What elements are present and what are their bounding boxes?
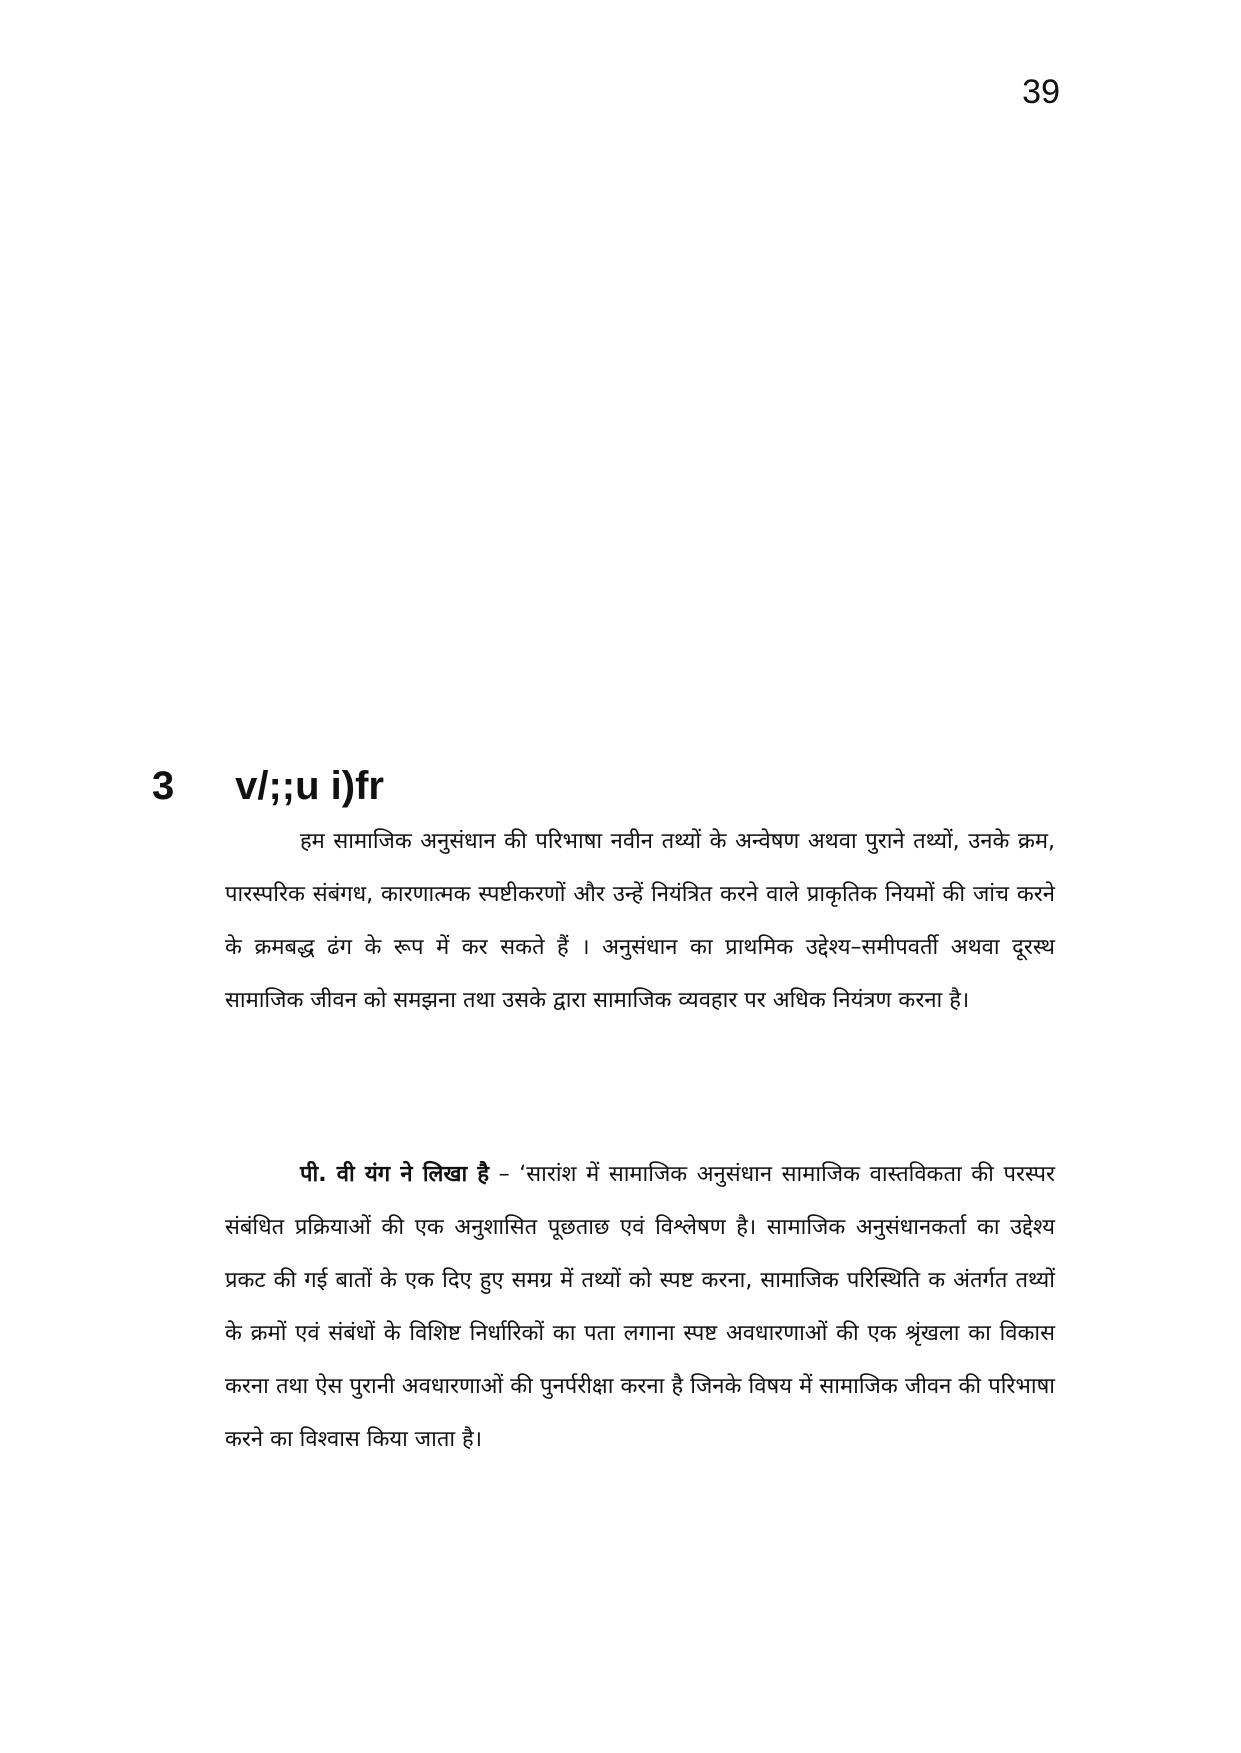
page-number: 39 — [1022, 73, 1060, 111]
paragraph-young-quote — [225, 1148, 1055, 1466]
chapter-number: 3 — [152, 764, 175, 808]
quote-attribution: पी. वी यंग ने लिखा है — [300, 1162, 490, 1187]
paragraph-research-definition: हम सामाजिक अनुसंधान की परिभाषा नवीन तथ्यों के अन्वेषण अथवा पुराने तथ्यों, उनके क्रम, पारस्परिक संबंगध, कारणात्मक स्पष्टीकरणों और उन्हें नियंत्रित करने वाले प्राकृतिक नियमों की जांच करने के क्रमबद्ध ढंग के रूप में कर सकते हैं । अनुसंधान का प्राथमिक उद्देश्य–समीपवर्ती अथवा दूरस्थ सामाजिक जीवन को समझना तथा उसके द्वारा सामाजिक व्यवहार पर अधिक नियंत्रण करना है। — [225, 829, 1055, 1013]
chapter-heading — [152, 760, 384, 812]
chapter-title: v/;;u i)fr — [235, 764, 384, 808]
quote-text: – ‘सारांश में सामाजिक अनुसंधान सामाजिक वास्तविकता की परस्पर संबंधित प्रक्रियाओं की एक अनुशासित पूछताछ एवं विश्लेषण है। सामाजिक अनुसंधानकर्ता का उद्देश्य प्रकट की गई बातों के एक दिए हुए समग्र में तथ्यों को स्पष्ट करना, सामाजिक परिस्थिति क अंतर्गत तथ्यों के क्रमों एवं संबंधों के विशिष्ट निर्धारिकों का पता लगाना स्पष्ट अवधारणाओं की एक श्रृंखला का विकास करना तथा ऐस पुरानी अवधारणाओं की पुनर्परीक्षा करना है जिनके विषय में सामाजिक जीवन की परिभाषा करने का विश्वास किया जाता है। — [225, 1162, 1055, 1452]
